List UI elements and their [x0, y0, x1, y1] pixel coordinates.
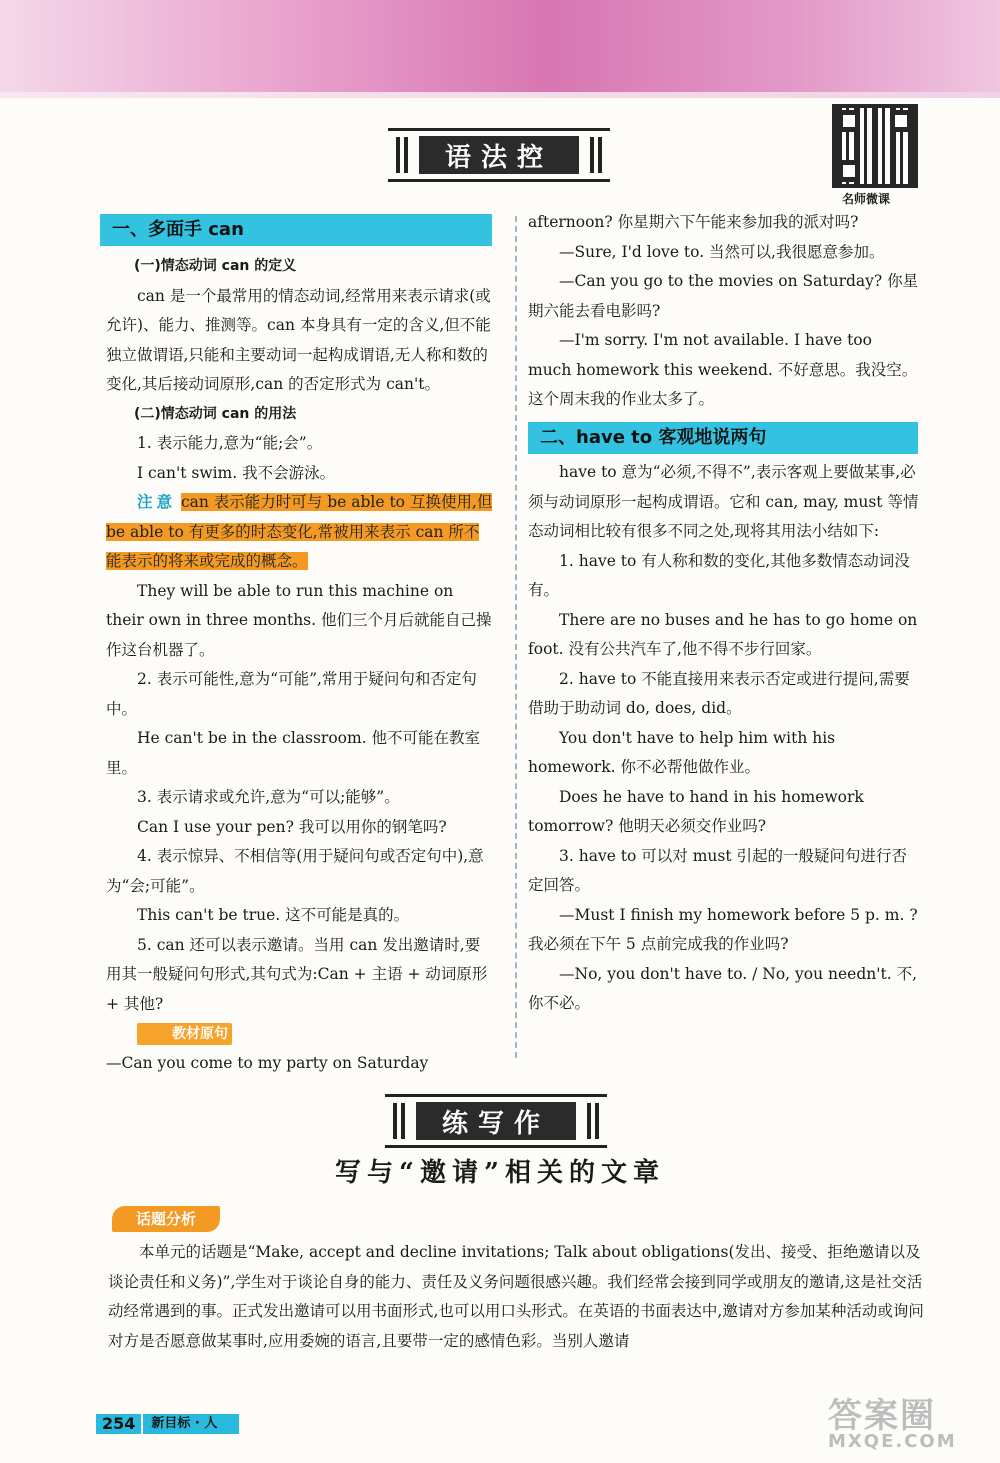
- dialog-reply-2: —I'm sorry. I'm not available. I have too much homework this weekend. 不好意思。我没空。这个周末我的作业太多了。: [528, 331, 918, 408]
- section-heading-have-to: 二、have to 客观地说两句: [528, 422, 918, 454]
- have-to-point-3-example-2: —No, you don't have to. / No, you needn't. 不,你不必。: [528, 964, 918, 1012]
- watermark-line-1: 答案圈: [828, 1396, 936, 1436]
- usage-1: 1. 表示能力,意为“能;会”。: [137, 434, 323, 452]
- watermark-logo: [828, 1388, 957, 1452]
- section-title-grammar: [388, 128, 610, 182]
- have-to-point-2-example-1: You don't have to help him with his homework. 你不必帮他做作业。: [528, 728, 836, 776]
- usage-4-example: This can't be true. 这不可能是真的。: [137, 906, 410, 924]
- usage-2-example: He can't be in the classroom. 他不可能在教室里。: [106, 729, 481, 777]
- have-to-point-1-example: There are no buses and he has to go home on foot. 没有公共汽车了,他不得不步行回家。: [528, 610, 918, 658]
- page-footer: [96, 1414, 239, 1434]
- essay-title: 写与“邀请”相关的文章: [335, 1158, 665, 1188]
- title-bar-left-2: [404, 137, 408, 173]
- right-column-top: [528, 208, 920, 415]
- textbook-sentence-tag: 教材原句: [137, 1023, 232, 1045]
- qr-label: 名师微课: [842, 192, 891, 206]
- section-heading-can: 一、多面手 can: [100, 214, 492, 246]
- page-number: 254: [96, 1414, 141, 1434]
- title-bar-right: [598, 137, 602, 173]
- usage-1-example-2: They will be able to run this machine on their own in three months. 他们三个月后就能自己操作这台机器了。: [106, 581, 492, 659]
- writing-body: [108, 1238, 928, 1356]
- qr-corner-icon: [838, 110, 860, 132]
- usage-1-example: I can't swim. 我不会游泳。: [137, 463, 336, 482]
- topic-analysis-tag: 话题分析: [112, 1206, 220, 1232]
- title-bar-left: [393, 1103, 397, 1139]
- qr-corner-icon: [890, 110, 912, 132]
- usage-3-example: Can I use your pen? 我可以用你的钢笔吗?: [137, 817, 447, 836]
- have-to-point-3: 3. have to 可以对 must 引起的一般疑问句进行否定回答。: [528, 846, 908, 894]
- section-title-writing: [385, 1094, 607, 1148]
- series-label: 新目标 · 人: [143, 1414, 239, 1434]
- column-divider: [515, 216, 517, 1058]
- title-text: 语法控: [419, 136, 579, 174]
- usage-4: 4. 表示惊异、不相信等(用于疑问句或否定句中),意为“会;可能”。: [106, 847, 484, 895]
- have-to-point-2: 2. have to 不能直接用来表示否定或进行提问,需要借助于助动词 do, does, did。: [528, 669, 910, 717]
- paragraph-definition: can 是一个最常用的情态动词,经常用来表示请求(或允许)、能力、推测等。can 本身具有一定的含义,但不能独立做谓语,只能和主要动词一起构成谓语,无人称和数的变化,其后接动词原形,can 的否定形式为 can't。: [106, 286, 491, 393]
- top-banner: [0, 0, 1000, 92]
- title-bar-left-2: [401, 1103, 405, 1139]
- writing-title-text: 练写作: [416, 1102, 576, 1140]
- usage-3: 3. 表示请求或允许,意为“可以;能够”。: [137, 788, 400, 806]
- watermark-line-2: MXQE.COM: [828, 1431, 957, 1452]
- left-column: [106, 252, 494, 1078]
- right-column: [528, 458, 920, 1019]
- writing-paragraph: 本单元的话题是“Make, accept and decline invitations; Talk about obligations(发出、接受、拒绝邀请以及谈论责任和义务)”,学生对于谈论自身的能力、责任及义务问题很感兴趣。我们经常会接到同学或朋友的邀请,这是社交活动经常遇到的事。正式发出邀请可以用书面形式,也可以用口头形式。在英语的书面表达中,邀请对方参加某种活动或询问对方是否愿意做某事时,应用委婉的语言,且要带一定的感情色彩。当别人邀请: [108, 1243, 924, 1350]
- note-block: [106, 488, 494, 577]
- title-bar-right: [595, 1103, 599, 1139]
- note-highlight: can 表示能力时可与 be able to 互换使用,但 be able to 有更多的时态变化,常被用来表示 can 所不能表示的将来或完成的概念。: [106, 493, 493, 570]
- dialog-reply-1: —Sure, I'd love to. 当然可以,我很愿意参加。: [559, 242, 885, 261]
- qr-corner-icon: [838, 160, 860, 182]
- usage-5-example: —Can you come to my party on Saturday: [106, 1053, 429, 1072]
- subheading-usage: (二)情态动词 can 的用法: [134, 405, 297, 422]
- dialog-continued: afternoon? 你星期六下午能来参加我的派对吗?: [528, 213, 859, 231]
- have-to-point-2-example-2: Does he have to hand in his homework tomorrow? 他明天必须交作业吗?: [528, 787, 864, 835]
- subheading-definition: (一)情态动词 can 的定义: [134, 258, 297, 274]
- have-to-point-1: 1. have to 有人称和数的变化,其他多数情态动词没有。: [528, 551, 910, 599]
- usage-5: 5. can 还可以表示邀请。当用 can 发出邀请时,要用其一般疑问句形式,其句式为:Can + 主语 + 动词原形 + 其他?: [106, 935, 488, 1013]
- title-bar-right-2: [590, 137, 594, 173]
- dialog-question-2: —Can you go to the movies on Saturday? 你星期六能去看电影吗?: [528, 272, 919, 320]
- textbook-tag-line: [106, 1019, 494, 1049]
- note-label: 注意: [137, 493, 177, 511]
- title-bar-left: [396, 137, 400, 173]
- have-to-point-3-example-1: —Must I finish my homework before 5 p. m. ? 我必须在下午 5 点前完成我的作业吗?: [528, 905, 918, 953]
- title-bar-right-2: [587, 1103, 591, 1139]
- qr-code-icon[interactable]: [832, 104, 918, 188]
- usage-2: 2. 表示可能性,意为“可能”,常用于疑问句和否定句中。: [106, 670, 477, 718]
- have-to-intro: have to 意为“必须,不得不”,表示客观上要做某事,必须与动词原形一起构成谓语。它和 can, may, must 等情态动词相比较有很多不同之处,现将其用法小结如下:: [528, 463, 919, 540]
